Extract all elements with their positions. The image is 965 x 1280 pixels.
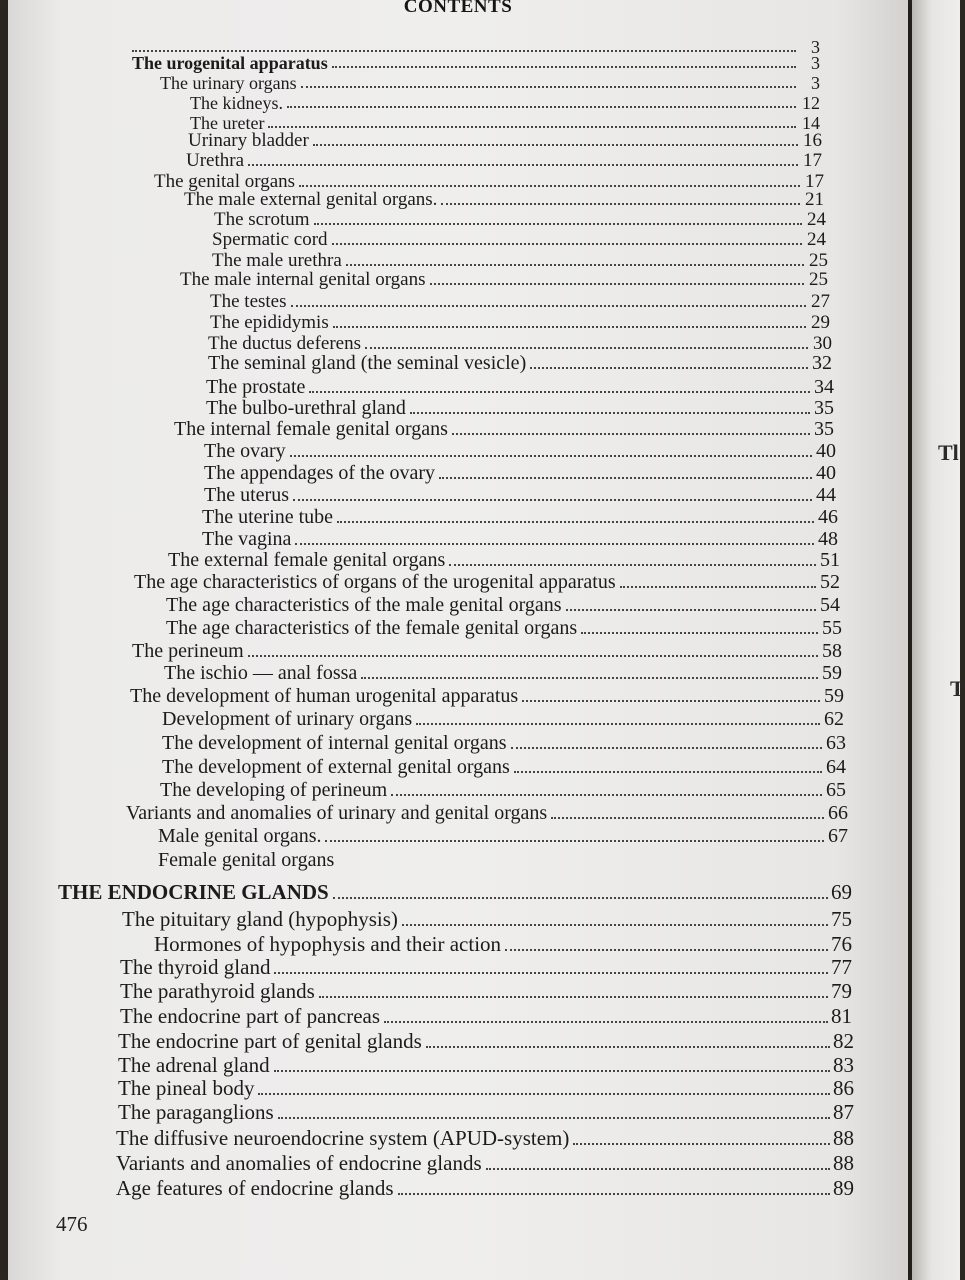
dot-leader [291, 305, 806, 307]
toc-entry-page: 64 [826, 756, 846, 778]
toc-entry-label: The uterus [204, 484, 289, 506]
toc-entry [162, 733, 846, 753]
toc-entry [132, 54, 820, 72]
toc-entry-page: 77 [831, 955, 852, 979]
toc-entry [116, 1128, 854, 1149]
toc-entry-label: The paraganglions [118, 1100, 274, 1124]
dot-leader [313, 144, 798, 146]
toc-entry [210, 313, 830, 332]
toc-entry-page: 24 [807, 209, 826, 230]
toc-entry-page: 48 [818, 528, 838, 550]
dot-leader [402, 924, 828, 926]
toc-entry [204, 441, 836, 461]
toc-entry-label: The bulbo-urethral gland [206, 397, 406, 419]
toc-entry-label: The development of internal genital organs [162, 732, 507, 754]
dot-leader [511, 747, 822, 749]
toc-entry [190, 94, 820, 112]
toc-entry [160, 74, 820, 92]
toc-entry-page: 25 [809, 269, 828, 290]
toc-entry [158, 850, 848, 870]
toc-entry-page: 44 [816, 484, 836, 506]
toc-entry [212, 251, 828, 270]
dot-leader [505, 949, 828, 951]
adjacent-page-edge [912, 0, 965, 1280]
toc-entry-page: 82 [833, 1029, 854, 1053]
toc-entry [166, 618, 842, 638]
toc-entry-page: 89 [833, 1176, 854, 1200]
toc-entry-page: 17 [805, 171, 824, 192]
toc-entry-label: Development of urinary organs [162, 708, 413, 730]
toc-entry [208, 353, 832, 373]
toc-entry-page: 40 [816, 440, 836, 462]
dot-leader [441, 203, 800, 205]
dot-leader [391, 794, 822, 796]
dot-leader [514, 771, 822, 773]
dot-leader [384, 1021, 828, 1023]
dot-leader [132, 50, 796, 52]
dot-leader [361, 677, 818, 679]
toc-entry-page: 66 [828, 802, 848, 824]
toc-entry-label: The scrotum [214, 209, 310, 230]
toc-entry-label: Variants and anomalies of endocrine glands [116, 1151, 482, 1175]
toc-entry-page: 76 [831, 932, 852, 956]
toc-entry-page: 32 [812, 352, 832, 374]
toc-entry [206, 398, 834, 418]
toc-entry-label: The endocrine part of pancreas [120, 1004, 381, 1028]
dot-leader [346, 264, 804, 266]
toc-entry-label: The thyroid gland [120, 955, 271, 979]
toc-entry-page: 3 [811, 73, 820, 93]
toc-entry-label: The urinary organs [160, 73, 297, 93]
toc-entry-page: 35 [814, 418, 834, 440]
table-of-contents [8, 0, 908, 1280]
toc-entry [122, 909, 852, 930]
dot-leader [293, 499, 812, 501]
toc-entry [58, 882, 852, 903]
toc-entry [204, 463, 836, 483]
toc-entry-page: 25 [809, 250, 828, 271]
dot-leader [398, 1193, 830, 1195]
toc-entry-page: 34 [814, 376, 834, 398]
dot-leader [439, 477, 812, 479]
dot-leader [551, 817, 824, 819]
dot-leader [426, 1046, 830, 1048]
toc-entry-label: The urogenital apparatus [132, 53, 328, 73]
toc-entry [212, 230, 826, 249]
toc-entry-page: 12 [802, 93, 820, 113]
toc-entry-page: 35 [814, 397, 834, 419]
toc-entry-label: Urinary bladder [188, 130, 309, 151]
dot-leader [573, 1143, 830, 1145]
toc-entry [132, 641, 842, 661]
toc-entry-page: 3 [811, 53, 820, 73]
dot-leader [248, 164, 798, 166]
toc-entry [166, 595, 840, 615]
toc-entry-label: The development of human urogenital apparatus [130, 685, 519, 707]
toc-entry-label: The uterine tube [202, 506, 334, 528]
dot-leader [430, 283, 804, 285]
toc-entry [206, 377, 834, 397]
toc-entry-page: 21 [805, 189, 824, 210]
toc-entry [208, 334, 832, 353]
dot-leader [333, 897, 828, 899]
dot-leader [486, 1168, 830, 1170]
contents-title: CONTENTS [403, 0, 513, 17]
dot-leader [258, 1093, 830, 1095]
dot-leader [333, 326, 806, 328]
dot-leader [566, 609, 816, 611]
toc-entry-page: 3 [811, 37, 820, 57]
dot-leader [287, 106, 796, 108]
toc-entry-label: The internal female genital organs [174, 418, 448, 440]
toc-entry-label: The appendages of the ovary [204, 462, 436, 484]
toc-entry-label: The ductus deferens [208, 333, 361, 354]
toc-entry-page: 81 [831, 1004, 852, 1028]
toc-entry-page: 17 [803, 150, 822, 171]
toc-entry [116, 1153, 854, 1174]
toc-entry-page: 27 [811, 291, 830, 312]
toc-entry-label: The development of external genital organs [162, 756, 510, 778]
toc-entry-page: 86 [833, 1076, 854, 1100]
toc-entry [174, 419, 834, 439]
dot-leader [449, 564, 816, 566]
toc-entry [162, 709, 844, 729]
toc-entry [160, 780, 846, 800]
dot-leader [301, 86, 796, 88]
toc-entry-label: The ischio — anal fossa [164, 662, 358, 684]
adjacent-page-fragment: T [950, 676, 965, 701]
toc-entry-label: The male external genital organs. [184, 189, 438, 210]
toc-entry-label: The external female genital organs [168, 549, 446, 571]
toc-entry-page: 63 [826, 732, 846, 754]
toc-entry-label: Hormones of hypophysis and their action [154, 932, 502, 956]
dot-leader [522, 700, 820, 702]
toc-entry-label: The age characteristics of the female genital organs [166, 617, 578, 639]
dot-leader [290, 455, 812, 457]
toc-entry-page: 29 [811, 312, 830, 333]
toc-entry [120, 1006, 852, 1027]
toc-entry-page: 67 [828, 825, 848, 847]
dot-leader [314, 223, 802, 225]
dot-leader [325, 840, 824, 842]
page-number: 476 [56, 1212, 88, 1236]
toc-entry-label: Spermatic cord [212, 229, 328, 250]
toc-entry-label: The ureter [190, 113, 265, 133]
toc-entry-label: Urethra [186, 150, 245, 171]
toc-entry [210, 292, 830, 311]
toc-entry [116, 1178, 854, 1199]
adjacent-page-fragment: Tl [938, 440, 959, 465]
dot-leader [337, 521, 814, 523]
toc-entry-label: Female genital organs [158, 849, 335, 871]
toc-entry-label: Age features of endocrine glands [116, 1176, 394, 1200]
toc-entry-page: 83 [833, 1053, 854, 1077]
toc-entry [180, 270, 828, 289]
dot-leader [332, 66, 796, 68]
toc-entry-label: The genital organs [154, 171, 296, 192]
toc-entry-page: 88 [833, 1151, 854, 1175]
toc-entry-label: The pituitary gland (hypophysis) [122, 907, 398, 931]
toc-entry [120, 981, 852, 1002]
dot-leader [530, 367, 808, 369]
dot-leader [274, 972, 828, 974]
dot-leader [274, 1070, 830, 1072]
toc-entry-label: The testes [210, 291, 287, 312]
toc-entry [118, 1031, 854, 1052]
toc-entry-label: The age characteristics of organs of the urogenital apparatus [134, 571, 616, 593]
toc-entry [214, 210, 826, 229]
toc-entry [168, 550, 840, 570]
toc-entry [164, 663, 842, 683]
dot-leader [410, 412, 810, 414]
toc-entry [186, 151, 822, 170]
toc-entry [118, 1055, 854, 1076]
toc-entry-label: The age characteristics of the male genital organs [166, 594, 562, 616]
toc-entry-label: The kidneys. [190, 93, 283, 113]
toc-entry [118, 1078, 854, 1099]
dot-leader [332, 243, 802, 245]
dot-leader [365, 347, 808, 349]
toc-entry-label: The endocrine part of genital glands [118, 1029, 422, 1053]
toc-entry-page: 87 [833, 1100, 854, 1124]
toc-entry [188, 131, 822, 150]
toc-entry [204, 485, 836, 505]
dot-leader [416, 723, 820, 725]
toc-entry-label: The ovary [204, 440, 286, 462]
toc-entry-label: The pineal body [118, 1076, 255, 1100]
toc-entry-page: 52 [820, 571, 840, 593]
toc-entry-label: Male genital organs. [158, 825, 322, 847]
dot-leader [581, 632, 818, 634]
book-page [8, 0, 908, 1280]
toc-entry-page: 65 [826, 779, 846, 801]
toc-entry [118, 1102, 854, 1123]
toc-entry-page: 30 [813, 333, 832, 354]
toc-entry-page: 46 [818, 506, 838, 528]
dot-leader [620, 586, 816, 588]
toc-entry-label: The male internal genital organs [180, 269, 426, 290]
toc-entry [162, 757, 846, 777]
toc-entry-page: 40 [816, 462, 836, 484]
toc-entry-page: 58 [822, 640, 842, 662]
toc-entry-label: The seminal gland (the seminal vesicle) [208, 352, 527, 374]
toc-entry-page: 51 [820, 549, 840, 571]
toc-entry [184, 190, 824, 209]
dot-leader [295, 543, 814, 545]
toc-entry-page: 24 [807, 229, 826, 250]
dot-leader [319, 996, 828, 998]
toc-entry-label: The diffusive neuroendocrine system (APUD-system) [116, 1126, 570, 1150]
dot-leader [278, 1117, 830, 1119]
toc-entry-page: 59 [824, 685, 844, 707]
toc-entry-label: The epididymis [210, 312, 329, 333]
toc-entry-page: 88 [833, 1126, 854, 1150]
dot-leader [248, 655, 818, 657]
toc-entry-label: Variants and anomalies of urinary and genital organs [126, 802, 548, 824]
toc-entry-page: 16 [803, 130, 822, 151]
toc-entry-page: 62 [824, 708, 844, 730]
toc-entry [126, 803, 848, 823]
toc-entry [158, 826, 848, 846]
toc-entry [202, 507, 838, 527]
toc-entry-page: 69 [831, 880, 852, 904]
dot-leader [452, 433, 810, 435]
toc-entry-label: The adrenal gland [118, 1053, 270, 1077]
toc-entry-label: The male urethra [212, 250, 342, 271]
dot-leader [268, 126, 796, 128]
toc-entry-label: The parathyroid glands [120, 979, 315, 1003]
dot-leader [309, 391, 810, 393]
toc-entry-page: 14 [802, 113, 820, 133]
toc-entry-page: 59 [822, 662, 842, 684]
toc-entry-page: 79 [831, 979, 852, 1003]
toc-entry-page: 54 [820, 594, 840, 616]
toc-entry [134, 572, 840, 592]
toc-entry-label: The prostate [206, 376, 306, 398]
toc-entry-label: THE ENDOCRINE GLANDS [58, 880, 329, 904]
toc-entry-label: The perineum [132, 640, 244, 662]
toc-entry-page: 75 [831, 907, 852, 931]
toc-entry [154, 934, 852, 955]
toc-entry [202, 529, 838, 549]
toc-entry-label: The vagina [202, 528, 292, 550]
toc-entry-label: The developing of perineum [160, 779, 388, 801]
toc-entry [130, 686, 844, 706]
toc-entry [120, 957, 852, 978]
dot-leader [299, 185, 800, 187]
toc-entry-page: 55 [822, 617, 842, 639]
